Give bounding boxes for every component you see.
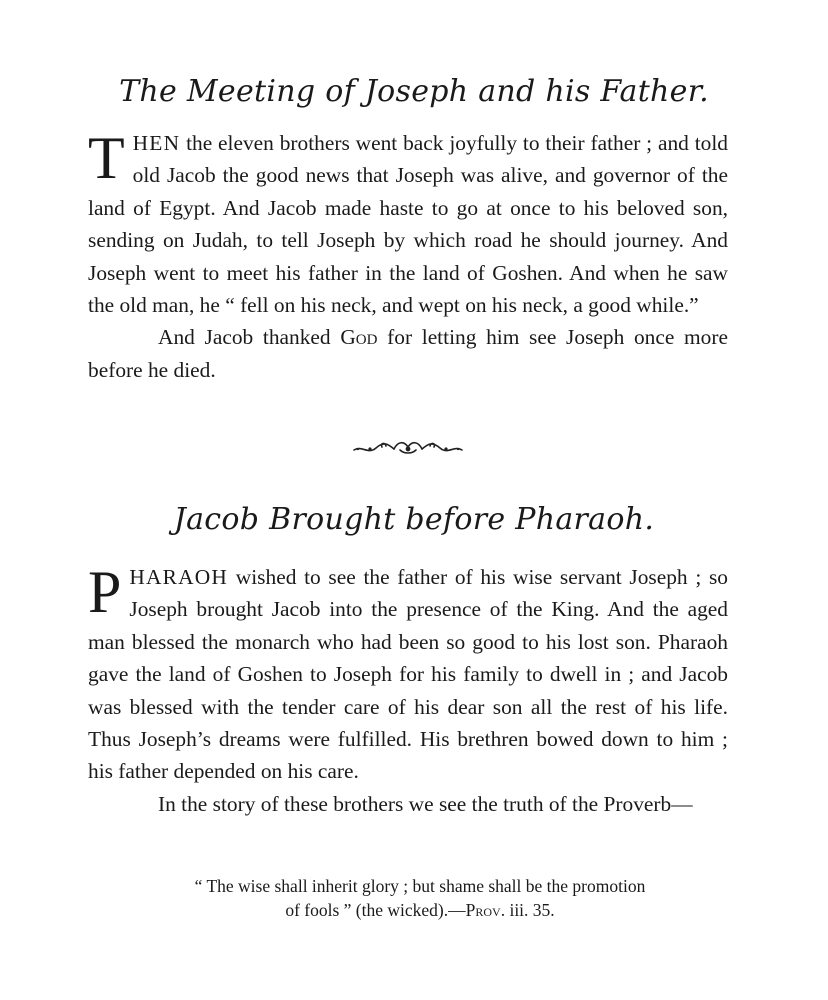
scripture-reference: Prov. — [465, 900, 506, 920]
divine-name: God — [340, 325, 378, 350]
paragraph-text: wished to see the father of his wise servant Joseph ; so Joseph brought Jacob into the presence of the King. And the aged man blessed the monarch who had been so good to his lost son. Pharaoh gave the land of Goshen to Joseph for his family to dwell in ; and Jacob was blessed with the tender care of his dear son all the rest of his life. Thus Joseph’s dreams were fulfilled. His brethren bowed down to him ; his father depended on his care. — [88, 565, 728, 784]
section-title-joseph-meeting: The Meeting of Joseph and his Father. — [119, 74, 709, 109]
quote-line: “ The wise shall inherit glory ; but shame shall be the promotion — [194, 876, 646, 896]
quote-line — [110, 898, 730, 922]
quote-text: of fools ” (the wicked).— — [285, 900, 466, 920]
paragraph — [88, 321, 728, 386]
paragraph — [88, 127, 728, 321]
paragraph — [88, 561, 728, 788]
floral-ornament-icon — [352, 437, 464, 457]
proverb-quote — [110, 874, 730, 922]
lead-word: HEN — [132, 131, 181, 155]
drop-cap: P — [88, 559, 122, 625]
quote-text: iii. 35. — [505, 900, 555, 920]
paragraph: In the story of these brothers we see the truth of the Proverb— — [158, 791, 693, 816]
section-joseph-meeting — [88, 127, 728, 386]
paragraph-text: the eleven brothers went back joyfully to their father ; and told old Jacob the good news that Joseph was alive, and governor of the land of Egypt. And Jacob made haste to go at once to his beloved son, sending on Judah, to tell Joseph by which road he should journey. And Joseph went to meet his father in the land of Goshen. And when he saw the old man, he “ fell on his neck, and wept on his neck, a good while.” — [88, 131, 728, 318]
paragraph-text: for letting him see Joseph once more before he died. — [88, 325, 728, 382]
paragraph-text: And Jacob thanked — [158, 325, 341, 350]
section-jacob-pharaoh — [88, 561, 728, 820]
section-title-jacob-pharaoh: Jacob Brought before Pharaoh. — [173, 502, 655, 537]
lead-word: HARAOH — [129, 565, 229, 589]
drop-cap: T — [88, 125, 125, 191]
